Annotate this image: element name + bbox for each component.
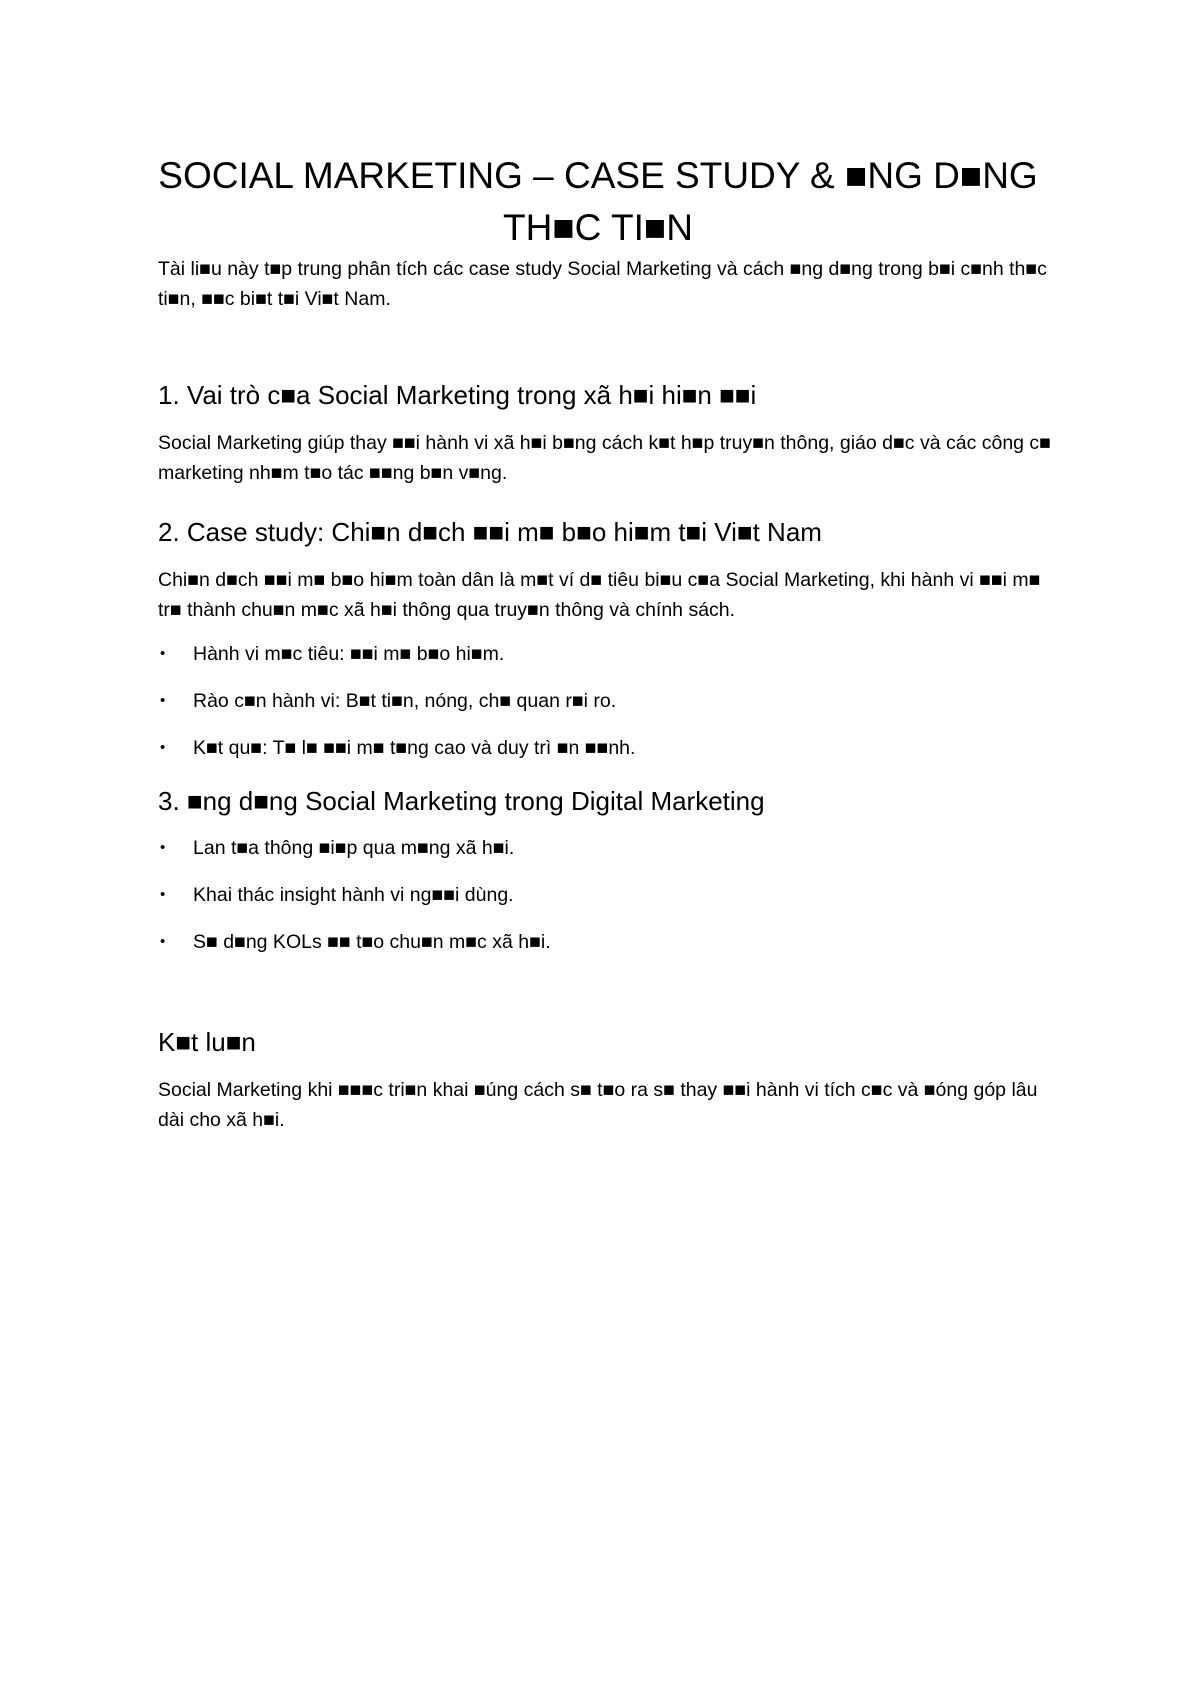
list-item-text: S■ d■ng KOLs ■■ t■o chu■n m■c xã h■i.	[193, 931, 551, 953]
bullet-icon: •	[160, 692, 166, 709]
bullet-list	[158, 833, 1058, 957]
document-page	[158, 150, 1058, 1135]
list-item	[158, 927, 1058, 957]
section-conclusion	[158, 1025, 1058, 1135]
list-item-text: K■t qu■: T■ l■ ■■i m■ t■ng cao và duy trì ■n ■■nh.	[193, 737, 636, 759]
bullet-list	[158, 639, 1058, 763]
section-heading: K■t lu■n	[158, 1027, 256, 1057]
section-paragraph: Social Marketing giúp thay ■■i hành vi xã h■i b■ng cách k■t h■p truy■n thông, giáo d■c và các công c■ marketing nh■m t■o tác ■■ng b■n v■ng.	[158, 432, 1051, 484]
bullet-icon: •	[160, 839, 166, 856]
list-item-text: Rào c■n hành vi: B■t ti■n, nóng, ch■ quan r■i ro.	[193, 690, 617, 712]
section-heading: 2. Case study: Chi■n d■ch ■■i m■ b■o hi■m t■i Vi■t Nam	[158, 517, 822, 547]
list-item-text: Khai thác insight hành vi ng■■i dùng.	[193, 884, 514, 906]
list-item	[158, 639, 1058, 669]
section-heading: 3. ■ng d■ng Social Marketing trong Digital Marketing	[158, 786, 765, 816]
list-item	[158, 833, 1058, 863]
bullet-icon: •	[160, 886, 166, 903]
bullet-icon: •	[160, 645, 166, 662]
list-item-text: Lan t■a thông ■i■p qua m■ng xã h■i.	[193, 837, 515, 859]
bullet-icon: •	[160, 933, 166, 950]
list-item	[158, 733, 1058, 763]
section-paragraph: Chi■n d■ch ■■i m■ b■o hi■m toàn dân là m■t ví d■ tiêu bi■u c■a Social Marketing, khi hành vi ■■i m■ tr■ thành chu■n m■c xã h■i thông qua truy■n thông và chính sách.	[158, 569, 1041, 621]
list-item	[158, 880, 1058, 910]
section-role	[158, 378, 1058, 488]
section-paragraph: Social Marketing khi ■■■c tri■n khai ■úng cách s■ t■o ra s■ thay ■■i hành vi tích c■c và ■óng góp lâu dài cho xã h■i.	[158, 1079, 1038, 1131]
intro-paragraph: Tài li■u này t■p trung phân tích các case study Social Marketing và cách ■ng d■ng trong b■i c■nh th■c ti■n, ■■c bi■t t■i Vi■t Nam.	[158, 258, 1047, 310]
section-case-study	[158, 515, 1058, 763]
section-digital-marketing	[158, 784, 1058, 957]
bullet-icon: •	[160, 739, 166, 756]
list-item-text: Hành vi m■c tiêu: ■■i m■ b■o hi■m.	[193, 643, 505, 665]
list-item	[158, 686, 1058, 716]
section-heading: 1. Vai trò c■a Social Marketing trong xã h■i hi■n ■■i	[158, 380, 757, 410]
document-title: SOCIAL MARKETING – CASE STUDY & ■NG D■NG TH■C TI■N	[158, 155, 1038, 248]
